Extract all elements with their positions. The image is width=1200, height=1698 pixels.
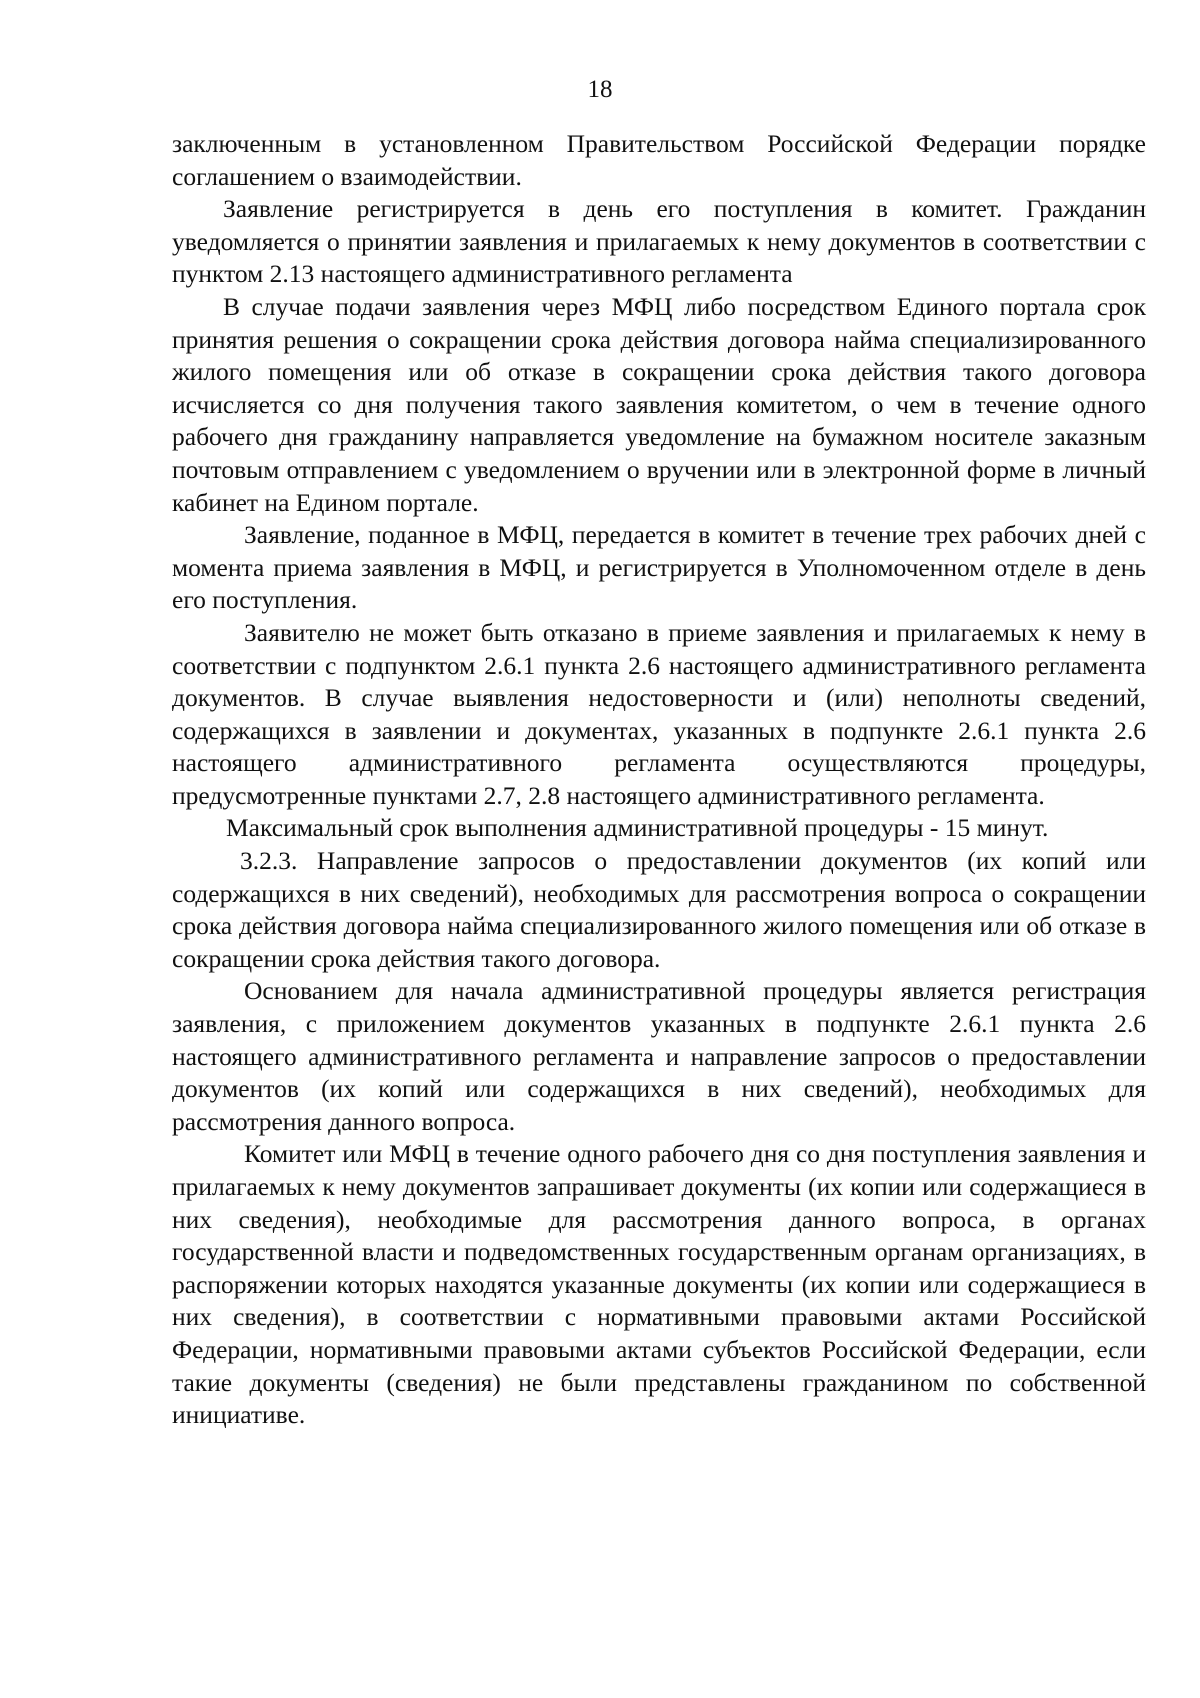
paragraph-section-3-2-3: 3.2.3. Направление запросов о предоставлении документов (их копий или содержащихся в них сведений), необходимых для рассмотрения вопроса о сокращении срока действия договора найма специализированного жилого помещения или об отказе в сокращении срока действия такого договора.	[172, 846, 1146, 973]
page-number: 18	[587, 76, 613, 103]
paragraph-no-refusal: Заявителю не может быть отказано в приеме заявления и прилагаемых к нему в соответствии с подпунктом 2.6.1 пункта 2.6 настоящего административного регламента документов. В случае выявления недостоверности и (или) неполноты сведений, содержащихся в заявлении и документах, указанных в подпункте 2.6.1 пункта 2.6 настоящего административного регламента осуществляются процедуры, предусмотренные пунктами 2.7, 2.8 настоящего административного регламента.	[172, 617, 1146, 810]
paragraph-procedure-basis: Основанием для начала административной процедуры является регистрация заявления, с приложением документов указанных в подпункте 2.6.1 пункта 2.6 настоящего административного регламента и направление запросов о предоставлении документов (их копий или содержащихся в них сведений), необходимых для рассмотрения данного вопроса.	[172, 976, 1146, 1136]
paragraph-mfc-transfer: Заявление, поданное в МФЦ, передается в комитет в течение трех рабочих дней с момента приема заявления в МФЦ, и регистрируется в Уполномоченном отделе в день его поступления.	[172, 520, 1146, 615]
paragraph-document-requests: Комитет или МФЦ в течение одного рабочего дня со дня поступления заявления и прилагаемых к нему документов запрашивает документы (их копии или содержащиеся в них сведения), необходимые для рассмотрения данного вопроса, в органах государственной власти и подведомственных государственным органам организациях, в распоряжении которых находятся указанные документы (их копии или содержащиеся в них сведения), в соответствии с нормативными правовыми актами Российской Федерации, нормативными правовыми актами субъектов Российской Федерации, если такие документы (сведения) не были представлены гражданином по собственной инициативе.	[172, 1139, 1146, 1430]
paragraph-continuation: заключенным в установленном Правительством Российской Федерации порядке соглашением о взаимодействии.	[172, 129, 1146, 191]
document-body	[172, 128, 1146, 1432]
paragraph-registration: Заявление регистрируется в день его поступления в комитет. Гражданин уведомляется о принятии заявления и прилагаемых к нему документов в соответствии с пунктом 2.13 настоящего административного регламента	[172, 194, 1146, 289]
paragraph-max-duration: Максимальный срок выполнения административной процедуры - 15 минут.	[226, 813, 1049, 843]
paragraph-mfc-portal-submission: В случае подачи заявления через МФЦ либо посредством Единого портала срок принятия решения о сокращении срока действия договора найма специализированного жилого помещения или об отказе в сокращении срока действия такого договора исчисляется со дня получения такого заявления комитетом, о чем в течение одного рабочего дня гражданину направляется уведомление на бумажном носителе заказным почтовым отправлением с уведомлением о вручении или в электронной форме в личный кабинет на Едином портале.	[172, 291, 1146, 517]
